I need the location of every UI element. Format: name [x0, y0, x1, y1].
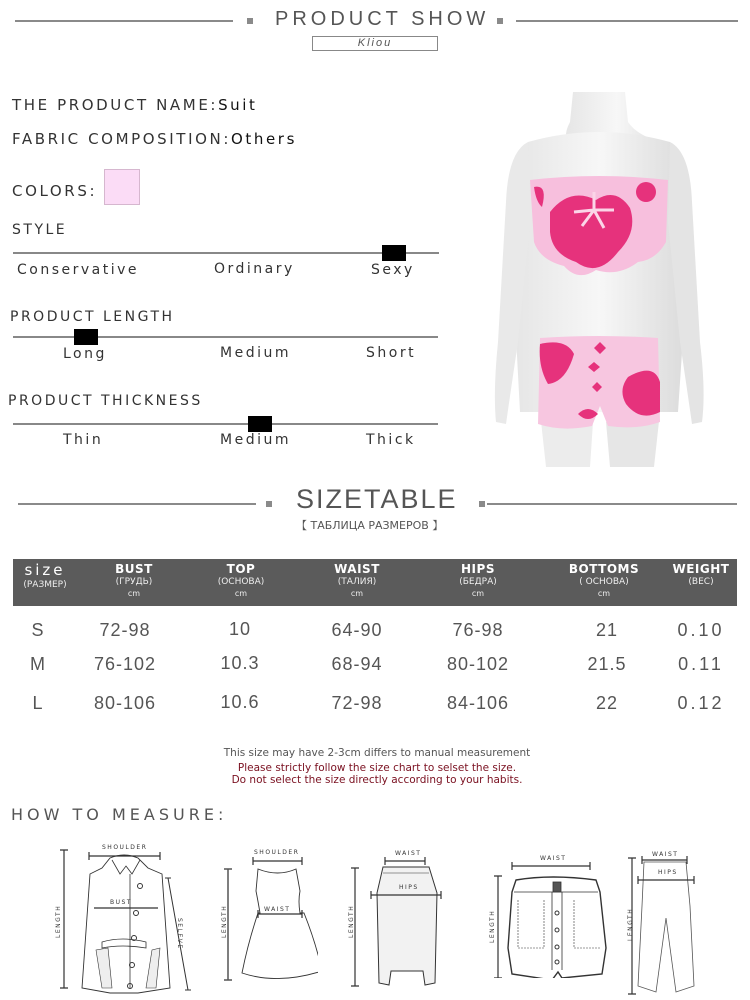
cell-top: 10: [228, 619, 252, 639]
col-hips: [433, 559, 523, 606]
fabric-label: FABRIC COMPOSITION:: [12, 130, 231, 148]
col-size: [13, 559, 77, 606]
svg-text:SHOULDER: SHOULDER: [102, 844, 148, 851]
col-waist: [313, 559, 401, 606]
svg-text:SELEVE: SELEVE: [176, 918, 183, 950]
header-rule-left: [15, 20, 233, 22]
col-bust-sub: (ГРУДЬ): [115, 577, 153, 587]
style-option-conservative: Conservative: [17, 262, 140, 278]
style-option-sexy: Sexy: [371, 262, 415, 278]
thickness-option-medium: Medium: [220, 432, 291, 448]
cell-bottoms: 22: [595, 693, 619, 713]
col-top-name: TOP: [226, 562, 256, 576]
jacket-measure-diagram: [52, 838, 202, 998]
col-waist-unit: cm: [350, 589, 364, 598]
svg-text:WAIST: WAIST: [264, 906, 291, 913]
svg-text:LENGTH: LENGTH: [55, 904, 62, 938]
svg-text:WAIST: WAIST: [652, 851, 679, 858]
svg-text:HIPS: HIPS: [658, 869, 678, 876]
cell-waist: 64-90: [331, 620, 383, 640]
cell-weight: 0.10: [677, 620, 725, 640]
color-swatch-pink[interactable]: [104, 169, 140, 205]
style-scale-track: [13, 252, 439, 254]
fabric-row: [12, 130, 297, 148]
thickness-option-thin: Thin: [63, 432, 104, 448]
cell-size: M: [30, 654, 46, 674]
sizetable-title: SIZETABLE: [296, 484, 458, 514]
product-name-label: THE PRODUCT NAME:: [12, 96, 219, 114]
col-bust-unit: cm: [127, 589, 141, 598]
measurement-tolerance-note: This size may have 2-3cm differs to manual measurement: [223, 747, 531, 759]
shorts-measure-diagram: [478, 848, 618, 978]
col-bottoms-unit: cm: [597, 589, 611, 598]
cell-size: S: [31, 620, 45, 640]
cell-bust: 72-98: [99, 620, 151, 640]
sizetable-dot-left: [266, 501, 272, 507]
cell-hips: 80-102: [446, 654, 510, 674]
svg-text:WAIST: WAIST: [395, 850, 422, 857]
length-option-medium: Medium: [220, 345, 291, 361]
svg-text:HIPS: HIPS: [399, 884, 419, 891]
svg-text:WAIST: WAIST: [540, 855, 567, 862]
col-top: [197, 559, 285, 606]
cell-bottoms: 21: [595, 620, 619, 640]
thickness-option-thick: Thick: [366, 432, 416, 448]
fabric-value: Others: [230, 130, 297, 148]
col-bottoms-sub: ( ОСНОВА): [579, 577, 629, 587]
svg-text:BUST: BUST: [110, 899, 132, 906]
header-dot-left: [247, 18, 253, 24]
col-bust: [91, 559, 177, 606]
col-bottoms: [559, 559, 649, 606]
cell-waist: 72-98: [331, 693, 383, 713]
cell-weight: 0.11: [678, 654, 724, 674]
col-top-sub: (ОСНОВА): [217, 577, 265, 587]
header-dot-right: [497, 18, 503, 24]
length-scale-marker: [74, 329, 98, 345]
length-option-short: Short: [366, 345, 417, 361]
thickness-label: PRODUCT THICKNESS: [8, 393, 203, 409]
col-weight-name: WEIGHT: [672, 562, 730, 576]
sizetable-rule-left: [18, 503, 256, 505]
col-bottoms-name: BOTTOMS: [568, 562, 640, 576]
svg-text:LENGTH: LENGTH: [221, 904, 228, 938]
col-weight: [665, 559, 737, 606]
col-size-sub: (РАЗМЕР): [23, 580, 67, 590]
size-chart-warning-2: Do not select the size directly according to your habits.: [231, 774, 523, 786]
brand-label: Kliou: [312, 36, 438, 51]
pants-measure-diagram: [622, 846, 712, 996]
thickness-scale-marker: [248, 416, 272, 432]
product-photo: [478, 92, 720, 467]
cell-bust: 80-106: [93, 693, 157, 713]
sizetable-dot-right: [479, 501, 485, 507]
style-label: STYLE: [12, 222, 68, 238]
cell-hips: 76-98: [452, 620, 504, 640]
cell-top: 10.3: [220, 653, 260, 673]
sizetable-rule-right: [487, 503, 737, 505]
col-waist-sub: (ТАЛИЯ): [337, 577, 377, 587]
dress-measure-diagram: [218, 843, 318, 993]
col-weight-sub: (ВЕС): [688, 577, 714, 587]
col-size-name: size: [24, 561, 66, 579]
section-title: PRODUCT SHOW: [275, 8, 490, 30]
cell-top: 10.6: [220, 692, 260, 712]
cell-size: L: [32, 693, 44, 713]
product-name-value: Suit: [218, 96, 258, 114]
size-chart-warning-1: Please strictly follow the size chart to selset the size.: [237, 762, 517, 774]
cell-bust: 76-102: [93, 654, 157, 674]
cell-waist: 68-94: [331, 654, 383, 674]
col-hips-sub: (БЕДРА): [459, 577, 497, 587]
svg-text:LENGTH: LENGTH: [627, 907, 634, 941]
svg-text:SHOULDER: SHOULDER: [254, 849, 300, 856]
length-option-long: Long: [63, 346, 107, 362]
product-name-row: [12, 96, 258, 114]
col-top-unit: cm: [234, 589, 248, 598]
cell-bottoms: 21.5: [587, 654, 627, 674]
length-label: PRODUCT LENGTH: [10, 309, 175, 325]
col-hips-unit: cm: [471, 589, 485, 598]
how-to-measure-title: HOW TO MEASURE:: [11, 805, 228, 824]
sizetable-subtitle: 【 ТАБЛИЦА РАЗМЕРОВ 】: [296, 519, 444, 532]
size-table-header: [13, 559, 737, 606]
cell-weight: 0.12: [677, 693, 725, 713]
colors-label: COLORS:: [12, 182, 98, 200]
cell-hips: 84-106: [446, 693, 510, 713]
thickness-scale-track: [13, 423, 438, 425]
style-scale-marker: [382, 245, 406, 261]
col-hips-name: HIPS: [461, 562, 495, 576]
header-rule-right: [516, 20, 738, 22]
col-bust-name: BUST: [115, 562, 153, 576]
col-waist-name: WAIST: [334, 562, 380, 576]
skirt-measure-diagram: [345, 843, 445, 993]
svg-text:LENGTH: LENGTH: [489, 909, 496, 943]
mannequin-outfit-image: [478, 92, 720, 467]
style-option-ordinary: Ordinary: [214, 261, 295, 277]
svg-text:LENGTH: LENGTH: [348, 904, 355, 938]
